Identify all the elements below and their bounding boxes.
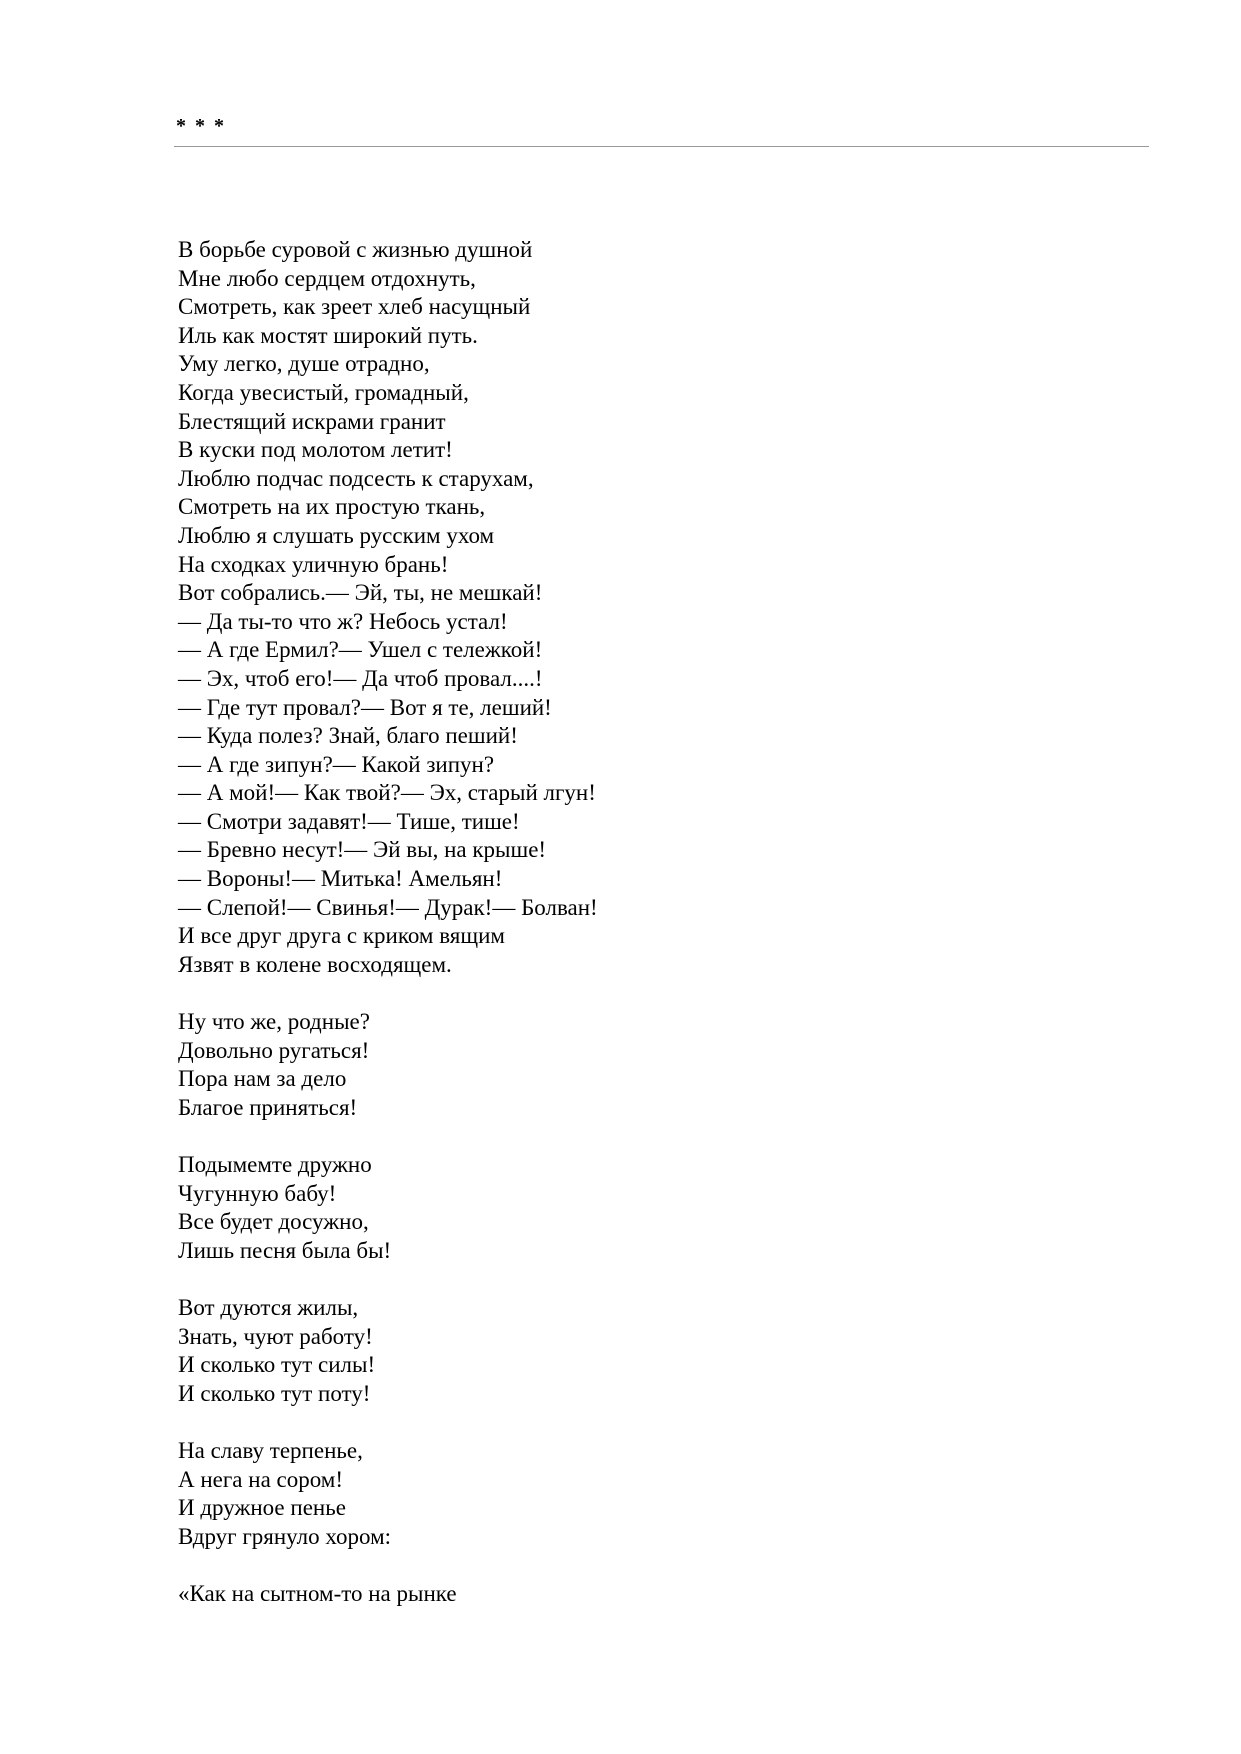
stanza xyxy=(178,236,1138,979)
poem-line: И все друг друга с криком вящим xyxy=(178,923,505,949)
poem-line: — Куда полез? Знай, благо пеший! xyxy=(178,723,518,749)
stanza xyxy=(178,1294,1138,1408)
poem-line: А нега на сором! xyxy=(178,1466,344,1492)
poem-line: Смотреть на их простую ткань, xyxy=(178,494,486,520)
poem-line: И сколько тут силы! xyxy=(178,1352,376,1378)
poem-line: Мне любо сердцем отдохнуть, xyxy=(178,265,476,291)
heading-divider xyxy=(174,146,1149,147)
poem-line: Вот собрались.— Эй, ты, не мешкай! xyxy=(178,580,543,606)
poem-line: Когда увесистый, громадный, xyxy=(178,379,469,405)
poem-line: — Вороны!— Митька! Амельян! xyxy=(178,866,503,892)
poem-line: Пора нам за дело xyxy=(178,1066,347,1092)
stanza xyxy=(178,1008,1138,1122)
poem-line: В борьбе суровой с жизнью душной xyxy=(178,237,533,262)
poem-line: Довольно ругаться! xyxy=(178,1037,370,1063)
poem-line: — А где зипун?— Какой зипун? xyxy=(178,751,495,777)
poem-line: — Да ты-то что ж? Небось устал! xyxy=(178,608,508,634)
poem-line: Люблю подчас подсесть к старухам, xyxy=(178,465,534,491)
poem-line: Смотреть, как зреет хлеб насущный xyxy=(178,294,531,320)
poem-line: Все будет досужно, xyxy=(178,1209,369,1235)
poem-line: — Смотри задавят!— Тише, тише! xyxy=(178,808,520,834)
poem-line: Ну что же, родные? xyxy=(178,1009,370,1035)
poem-line: — А где Ермил?— Ушел с тележкой! xyxy=(178,637,543,663)
stanza xyxy=(178,1580,1138,1609)
poem-line: На сходках уличную брань! xyxy=(178,551,449,577)
poem-line: — Слепой!— Свинья!— Дурак!— Болван! xyxy=(178,894,598,920)
poem-line: Люблю я слушать русским ухом xyxy=(178,522,495,548)
poem-line: В куски под молотом летит! xyxy=(178,437,453,463)
poem-line: На славу терпенье, xyxy=(178,1437,363,1463)
poem-line: И дружное пенье xyxy=(178,1495,346,1521)
stanza xyxy=(178,1437,1138,1551)
poem-line: Блестящий искрами гранит xyxy=(178,408,446,434)
poem-line: Лишь песня была бы! xyxy=(178,1237,392,1263)
section-heading: * * * xyxy=(176,115,226,137)
poem-line: Язвят в колене восходящем. xyxy=(178,951,452,977)
poem-line: Уму легко, душе отрадно, xyxy=(178,351,430,377)
poem-line: Знать, чуют работу! xyxy=(178,1323,373,1349)
poem-line: — А мой!— Как твой?— Эх, старый лгун! xyxy=(178,780,596,806)
poem-line: Подымемте дружно xyxy=(178,1152,372,1177)
poem-line: — Эх, чтоб его!— Да чтоб провал....! xyxy=(178,665,543,691)
poem-line: Благое приняться! xyxy=(178,1094,358,1120)
poem-line: Вот дуются жилы, xyxy=(178,1294,359,1320)
poem-line: — Бревно несут!— Эй вы, на крыше! xyxy=(178,837,547,863)
poem-line: Чугунную бабу! xyxy=(178,1180,337,1206)
poem-line: «Как на сытном-то на рынке xyxy=(178,1580,457,1606)
poem-body xyxy=(178,236,1138,1609)
stanza xyxy=(178,1151,1138,1265)
poem-line: Вдруг грянуло хором: xyxy=(178,1523,392,1549)
poem-line: Иль как мостят широкий путь. xyxy=(178,322,478,348)
poem-line: И сколько тут поту! xyxy=(178,1380,371,1406)
poem-line: — Где тут провал?— Вот я те, леший! xyxy=(178,694,552,720)
